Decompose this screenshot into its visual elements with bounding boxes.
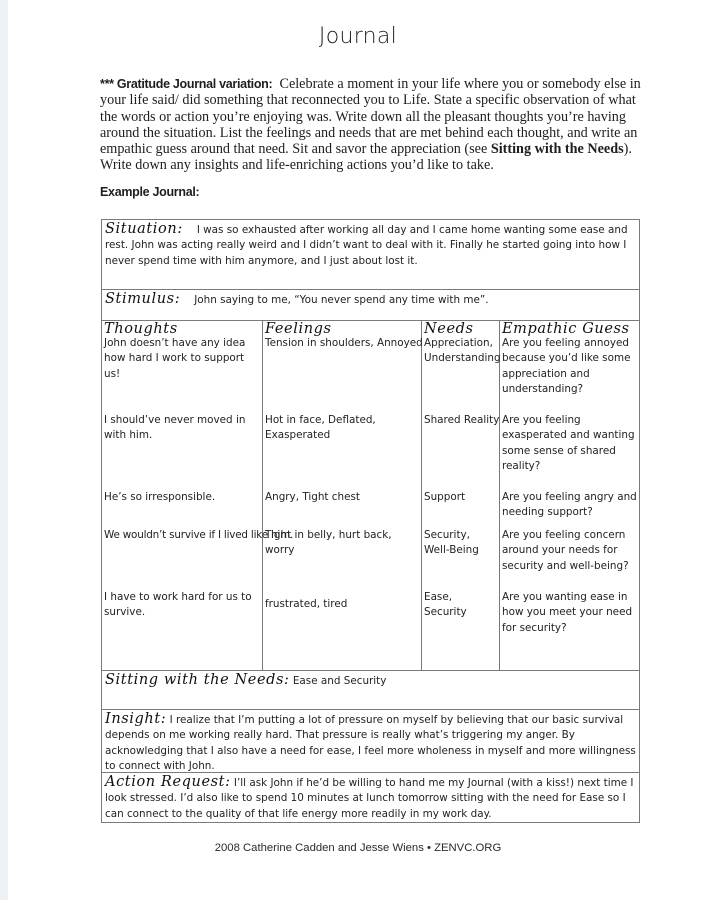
intro-reference: Sitting with the Needs [490,141,624,158]
thought-cell: He’s so irresponsible. [104,491,216,503]
thoughts-header: Thoughts [104,321,178,337]
feelings-cell: Tension in shoulders, Annoyed [265,337,423,349]
empathic-cell: Are you feeling annoyed because you’d like some appreciation and understanding? [502,337,631,396]
page-edge-strip [0,0,8,900]
situation-section [102,220,639,290]
feelings-cell: Hot in face, Deflated, Exasperated [265,414,376,442]
needs-cell: Security, Well-Being [424,529,479,557]
needs-cell: Ease, Security [424,591,467,619]
needs-cell: Support [424,491,466,503]
intro-paragraph [100,76,645,174]
feelings-column [263,321,422,670]
thoughts-column [102,321,294,670]
thought-cell: I have to work hard for us to survive. [104,591,252,619]
situation-label: Situation: [105,221,183,237]
feelings-header: Feelings [265,321,332,337]
sitting-label: Sitting with the Needs: [105,672,290,688]
thoughts-grid [102,321,639,671]
needs-header: Needs [424,321,474,337]
empathic-cell: Are you feeling exasperated and wanting some sense of shared reality? [502,414,635,473]
sitting-text: Ease and Security [292,675,387,687]
empathic-cell: Are you feeling angry and needing support? [502,491,637,519]
empathic-guess-header: Empathic Guess [502,321,630,337]
page-title: Journal [318,24,398,49]
needs-column [422,321,500,670]
feelings-cell: Angry, Tight chest [265,491,360,503]
intro-lead: *** Gratitude Journal variation: [100,77,273,91]
needs-cell: Shared Reality [424,414,500,426]
action-request-label: Action Request: [105,774,231,790]
stimulus-label: Stimulus: [105,291,181,307]
intro-text: Celebrate a moment in your life where you or somebody else in your life said/ did something that reconnected you to Life. State a specific observation of what the words or action you’re enjoying was. Write down all the pleasant thoughts you’re having around the situation. List the feelings and needs that are met behind each thought, and write an empathic guess around that need. Sit and savor the appreciation (see [100,76,641,158]
empathic-cell: Are you feeling concern around your needs for security and well-being? [502,529,629,572]
footer-credit: 2008 Catherine Cadden and Jesse Wiens • ZENVC.ORG [214,842,502,854]
example-journal-label: Example Journal: [100,185,200,199]
empathic-guess-column [500,321,639,670]
situation-text: I was so exhausted after working all day and I came home wanting some ease and rest. John was acting really weird and I didn’t want to deal with it. Finally he started going into how I never spend time with him anymore, and I just about lost it. [105,224,628,267]
empathic-cell: Are you wanting ease in how you meet your need for security? [502,591,633,634]
sitting-with-needs-section [102,671,639,710]
needs-cell: Appreciation, Understanding [424,337,501,365]
insight-label: Insight: [105,711,167,727]
stimulus-text: John saying to me, “You never spend any time with me”. [194,294,489,306]
feelings-cell: Tight in belly, hurt back, worry [265,529,392,557]
thought-cell: John doesn’t have any idea how hard I work to support us! [104,337,246,380]
thought-cell: We wouldn’t survive if I lived like him. [104,529,294,541]
journal-table [101,219,640,823]
thought-cell: I should’ve never moved in with him. [104,414,246,442]
action-request-text: I’ll ask John if he’d be willing to hand me my Journal (with a kiss!) next time I look stressed. I’d also like to spend 10 minutes at lunch tomorrow sitting with the need for Ease so I can connect to the quality of that life energy more readily in my work day. [105,777,634,820]
insight-text: I realize that I’m putting a lot of pressure on myself by believing that our basic survival depends on me working really hard. That pressure is really what’s triggering my anger. By acknowledging that I also have a need for ease, I feel more wholeness in myself and more willingness to connect with John. [105,714,636,773]
feelings-cell: frustrated, tired [265,598,348,610]
insight-section [102,710,639,773]
stimulus-section [102,290,639,321]
action-request-section [102,773,639,822]
intro-text-end: ). Write down any insights and life-enriching actions you’d like to take. [100,141,632,174]
